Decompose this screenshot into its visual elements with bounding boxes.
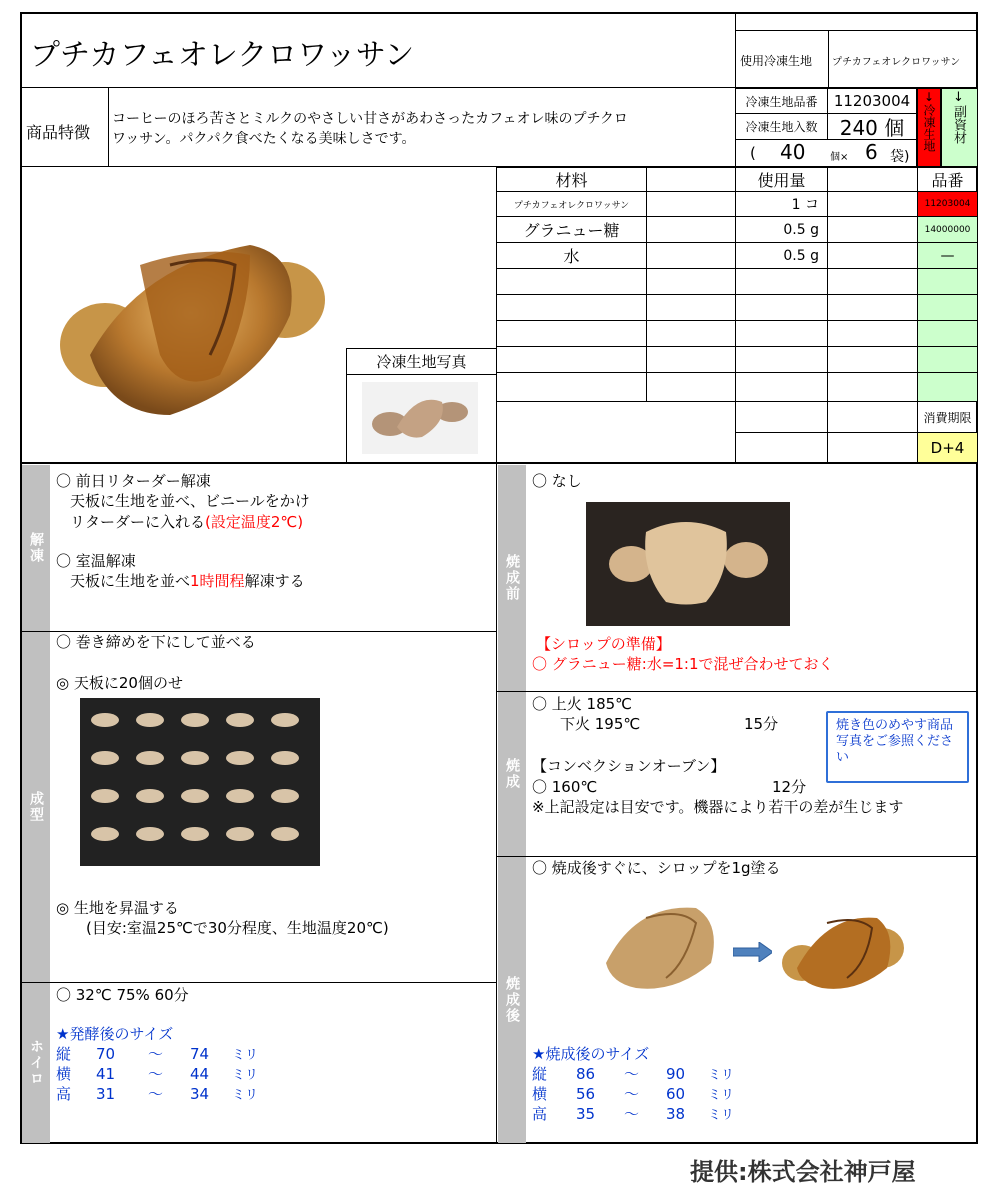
bake-line-2 [560,714,778,734]
col-amount-label: 使用量 [757,171,806,190]
proof-size-3-unit: ミリ [232,1088,259,1103]
proof-size-2-max: 44 [190,1065,210,1083]
col-material-label: 材料 [555,171,588,190]
pack-per: 40 [780,140,806,164]
arrow-icon [733,942,773,962]
empty-row-8a [496,372,647,402]
mat-row-1-code [917,191,978,217]
label-bake-text: 焼成 [504,758,520,790]
proof-size-1-max: 74 [190,1045,210,1063]
bake-line-4 [532,777,806,797]
mat-row-1-code-text: 11203004 [924,199,971,209]
code-value-cell [827,88,917,114]
postbake-size-3-max: 38 [666,1105,686,1123]
empty-row-7b [646,346,736,373]
prebake-divider [497,691,978,692]
empty-row-7d [827,346,918,373]
product-photo [50,225,340,435]
label-bake [498,692,526,856]
top-strip [735,12,978,30]
postbake-size-1-min: 86 [576,1065,596,1083]
proof-size-1-unit: ミリ [232,1048,259,1063]
dough-photo-label: 冷凍生地写真 [376,353,467,371]
label-proof-text: ホイロ [28,1039,44,1087]
empty-row-7e [917,346,978,373]
proof-size-title: ★発酵後のサイズ [56,1025,174,1043]
prebake-line-1: 〇 なし [532,472,582,490]
thaw-line-3b: (設定温度2℃) [205,513,304,531]
empty-row-5e [917,294,978,321]
label-postbake [498,857,526,1143]
shape-line-2: ◎ 天板に20個のせ [56,674,183,692]
postbake-size-row-1 [532,1064,734,1086]
expiry-value-cell [917,432,978,463]
empty-row-6a [496,320,647,347]
bake-line-4b: 12分 [772,778,807,796]
label-shape [22,632,50,982]
shape-divider [20,982,497,983]
empty-row-9d [827,401,918,433]
mat-row-3-amount-text: 0.5 g [783,247,819,264]
empty-row-10d [827,432,918,463]
mat-row-3-code [917,242,978,269]
empty-row-5d [827,294,918,321]
syrup-title: 【シロップの準備】 [536,635,671,653]
bake-line-1: 〇 上火 185℃ [532,695,633,713]
page-title: プチカフェオレクロワッサン [30,38,415,73]
pack-unit: 個× [830,152,849,163]
pack-close: 袋) [890,149,910,165]
count-label: 冷凍生地入数 [745,120,818,134]
postbake-size-row-3 [532,1104,734,1126]
label-prebake-text: 焼成前 [504,554,520,602]
proof-size-row-3 [56,1084,258,1106]
proof-size-1-dim: 縦 [56,1045,72,1063]
col-code-label: 品番 [931,171,964,190]
features-text-1: コーヒーのほろ苦さとミルクのやさしい甘さがあわさったカフェオレ味のプチクロ [112,111,628,127]
features-text-2: ワッサン。パクパク食べたくなる美味しさです。 [112,131,416,147]
thaw-line-3a: リターダーに入れる [70,513,206,531]
empty-row-6c [735,320,828,347]
mat-row-2-name-text: グラニュー糖 [523,221,620,240]
postbake-size-1-max: 90 [666,1065,686,1083]
mat-row-1-amount-text: 1 コ [791,197,819,213]
empty-row-4d [827,268,918,295]
proof-size-1-min: 70 [96,1045,116,1063]
postbake-line-1: 〇 焼成後すぐに、シロップを1g塗る [532,859,781,877]
empty-row-6e [917,320,978,347]
proof-size-2-unit: ミリ [232,1068,259,1083]
mat-row-3-blank2 [827,242,918,269]
code-value: 11203004 [833,92,911,110]
label-postbake-text: 焼成後 [504,976,520,1024]
label-thaw [22,465,50,631]
count-label-cell [735,113,828,140]
mat-row-2-code [917,216,978,243]
shape-line-4: (目安:室温25℃で30分程度、生地温度20℃) [86,919,389,937]
mat-row-2-name [496,216,647,243]
dough-photo [362,382,478,454]
proof-size-2-sep: ～ [148,1065,164,1083]
label-shape-text: 成型 [28,791,44,823]
dough-name: プチカフェオレクロワッサン [832,57,961,68]
proof-size-2-min: 41 [96,1065,116,1083]
expiry-label: 消費期限 [923,410,972,425]
empty-row-9c [735,401,828,433]
lower-center-divider [496,463,497,1143]
thaw-line-5c: 解凍する [244,572,305,590]
postbake-size-3-unit: ミリ [708,1108,735,1123]
mat-row-3-name [496,242,647,269]
bake-line-2b: 15分 [744,715,779,733]
col-amount-2 [827,167,918,192]
mat-row-2-amount [735,216,828,243]
footer-credit: 提供:株式会社神戸屋 [690,1158,916,1186]
bake-line-4a: 〇 160℃ [532,778,598,796]
proof-size-row-2 [56,1064,258,1086]
pack-bags: 6 [865,140,878,164]
expiry-label-cell [917,401,978,433]
mat-row-3-name-text: 水 [563,247,580,266]
pack-open: ( [750,144,756,162]
postbake-size-2-max: 60 [666,1085,686,1103]
proof-size-1-sep: ～ [148,1045,164,1063]
bake-divider [497,856,978,857]
label-proof [22,983,50,1143]
mat-row-2-blank2 [827,216,918,243]
postbake-size-2-min: 56 [576,1085,596,1103]
mat-row-3-code-text: — [940,247,955,264]
thaw-line-5a: 天板に生地を並べ [70,572,191,590]
code-label-cell [735,88,828,114]
empty-row-4e [917,268,978,295]
thaw-line-5 [70,571,305,591]
syrup-line: 〇 グラニュー糖:水=1:1で混ぜ合わせておく [532,655,834,673]
postbake-size-3-dim: 高 [532,1105,548,1123]
proof-size-3-sep: ～ [148,1085,164,1103]
legend-frozen-text: ↓冷凍生地 [922,90,936,152]
mat-row-3-blank [646,242,736,269]
proof-size-row-1 [56,1044,258,1066]
dough-photo-label-cell [346,348,497,375]
mat-row-1-name [496,191,647,217]
legend-sub-text: ↓副資材 [951,90,966,144]
expiry-value: D+4 [930,438,965,457]
empty-row-8e [917,372,978,402]
mat-row-3-amount [735,242,828,269]
empty-row-8b [646,372,736,402]
empty-row-10c [735,432,828,463]
mat-row-2-code-text: 14000000 [924,224,971,235]
empty-row-5c [735,294,828,321]
empty-row-6b [646,320,736,347]
col-code [917,167,978,192]
empty-row-7a [496,346,647,373]
thaw-line-1: 〇 前日リターダー解凍 [56,472,211,490]
prebake-photo [586,502,790,626]
proof-line-1: 〇 32℃ 75% 60分 [56,986,189,1004]
mat-row-2-blank [646,216,736,243]
features-divider [108,88,109,166]
mat-row-1-amount [735,191,828,217]
mat-row-1-name-text: プチカフェオレクロワッサン [513,200,630,211]
postbake-size-2-sep: ～ [624,1085,640,1103]
postbake-size-2-dim: 横 [532,1085,548,1103]
thaw-line-5b: 1時間程 [190,572,245,590]
postbake-size-title: ★焼成後のサイズ [532,1045,650,1063]
postbake-size-1-dim: 縦 [532,1065,548,1083]
postbake-size-1-sep: ～ [624,1065,640,1083]
empty-row-5a [496,294,647,321]
empty-row-6d [827,320,918,347]
count-value: 240 個 [839,116,905,140]
label-thaw-text: 解凍 [28,532,44,564]
thaw-line-4: 〇 室温解凍 [56,552,136,570]
bake-note-box [826,711,969,783]
empty-row-4a [496,268,647,295]
proof-size-2-dim: 横 [56,1065,72,1083]
label-prebake [498,465,526,691]
bake-line-3: 【コンベクションオーブン】 [532,757,726,775]
mat-row-1-blank [646,191,736,217]
postbake-after-photo [772,893,912,1005]
bake-line-5: ※上記設定は目安です。機器により若干の差が生じます [532,798,904,816]
shape-line-3: ◎ 生地を昇温する [56,899,179,917]
empty-row-8d [827,372,918,402]
col-material [496,167,647,192]
postbake-size-1-unit: ミリ [708,1068,735,1083]
mat-row-1-blank2 [827,191,918,217]
empty-row-5b [646,294,736,321]
empty-row-4c [735,268,828,295]
proof-size-3-max: 34 [190,1085,210,1103]
count-value-cell [827,113,917,140]
thaw-line-3 [70,512,303,532]
postbake-before-photo [586,893,736,1005]
proof-size-3-min: 31 [96,1085,116,1103]
thaw-line-2: 天板に生地を並べ、ビニールをかけ [70,492,310,510]
mat-row-2-amount-text: 0.5 g [783,221,819,238]
tray-photo [80,698,320,866]
postbake-size-3-min: 35 [576,1105,596,1123]
shape-line-1: 〇 巻き締めを下にして並べる [56,633,256,651]
empty-row-4b [646,268,736,295]
proof-size-3-dim: 高 [56,1085,72,1103]
col-material-2 [646,167,736,192]
postbake-size-row-2 [532,1084,734,1106]
bake-line-2a: 下火 195℃ [560,715,641,733]
empty-row-8c [735,372,828,402]
empty-row-7c [735,346,828,373]
bake-note-text: 焼き色のめやす商品写真をご参照ください [836,718,954,765]
postbake-size-3-sep: ～ [624,1105,640,1123]
code-label: 冷凍生地品番 [745,94,818,109]
features-label: 商品特徴 [26,123,91,142]
postbake-size-2-unit: ミリ [708,1088,735,1103]
col-amount [735,167,828,192]
dough-label: 使用冷凍生地 [740,54,813,68]
